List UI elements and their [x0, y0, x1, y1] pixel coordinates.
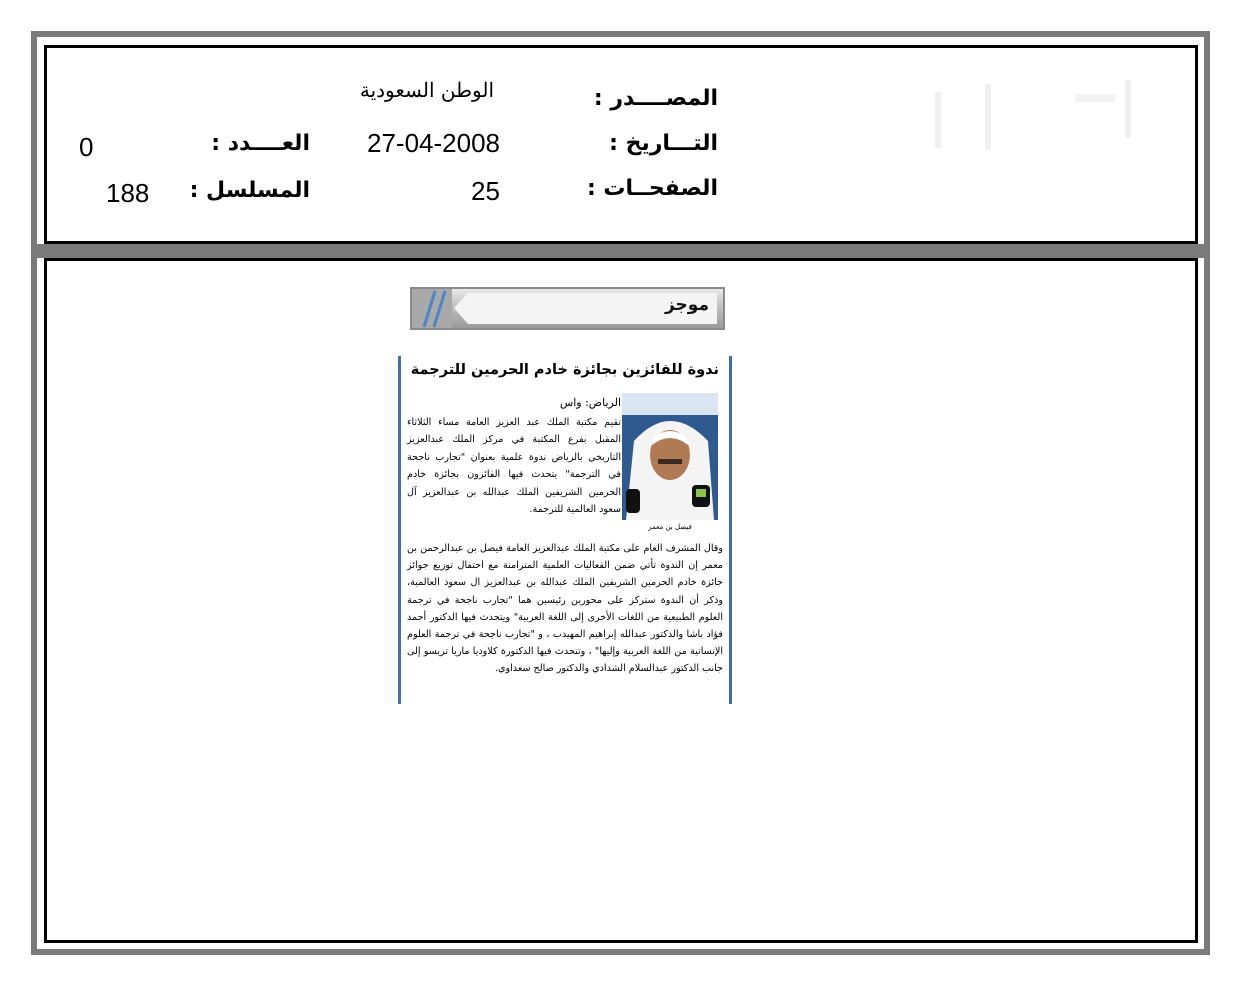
- frame-divider: [37, 244, 1204, 258]
- article-paragraph-1: تقيم مكتبة الملك عبد العزيز العامة مساء الثلاثاء المقبل بفرع المكتبة في مركز الملك عبدالعزيز التاريخي بالرياض ندوة علمية بعنوان "تجارب ناجحة في الترجمة" يتحدث فيها الفائزون بجائزة خادم الحرمين الشريفين الملك عبدالله بن عبدالعزيز آل سعود العالمية للترجمة.: [407, 417, 621, 516]
- serial-value: 188: [106, 178, 150, 208]
- news-article: [398, 356, 732, 704]
- article-headline: ندوة للفائزين بجائزة خادم الحرمين للترجمة: [410, 362, 719, 378]
- pages-label: الصفحــات :: [586, 176, 718, 201]
- article-paragraph-2: وقال المشرف العام على مكتبة الملك عبدالعزيز العامة فيصل بن عبدالرحمن بن معمر إن الندوة تأتي ضمن الفعاليات العلمية المتزامنة مع احتفال توزيع جوائز جائزة خادم الحرمين الشريفين الملك عبدالله بن عبدالعزيز ال سعود العالمية، وذكر أن الندوة ستركز على محورين رئيسين هما "تجارب ناجحة في ترجمة العلوم الطبيعية من اللغات الأخرى إلى اللغة العربية" ويتحدث فيها الدكتور أحمد فؤاد باشا والدكتور عبدالله إبراهيم المهيدب ، و "تجارب ناجحة في ترجمة العلوم الإنسانية من اللغة العربية وإليها" ، وتتحدث فيها الدكتورة كلاوديا ماريا تريسو إلى جانب الدكتور عبدالسلام الشدادي والدكتور صالح سعداوي.: [407, 543, 723, 675]
- issue-value: 0: [79, 132, 94, 162]
- source-value: الوطن السعودية: [359, 78, 494, 102]
- serial-label: المسلسل :: [189, 178, 310, 203]
- date-label: التـــاريخ :: [609, 131, 718, 156]
- issue-label: العــــدد :: [211, 131, 310, 156]
- article-dateline: الرياض: واس: [559, 396, 621, 409]
- photo-caption: فيصل بن معمر: [648, 523, 692, 531]
- source-label: المصــــدر :: [593, 86, 718, 111]
- section-banner-label: موجز: [664, 295, 709, 315]
- section-banner: [410, 287, 725, 330]
- date-value: 27-04-2008: [367, 128, 500, 158]
- publication-logo-watermark: [925, 64, 1173, 164]
- pages-value: 25: [471, 176, 500, 206]
- portrait-photo: [622, 393, 718, 520]
